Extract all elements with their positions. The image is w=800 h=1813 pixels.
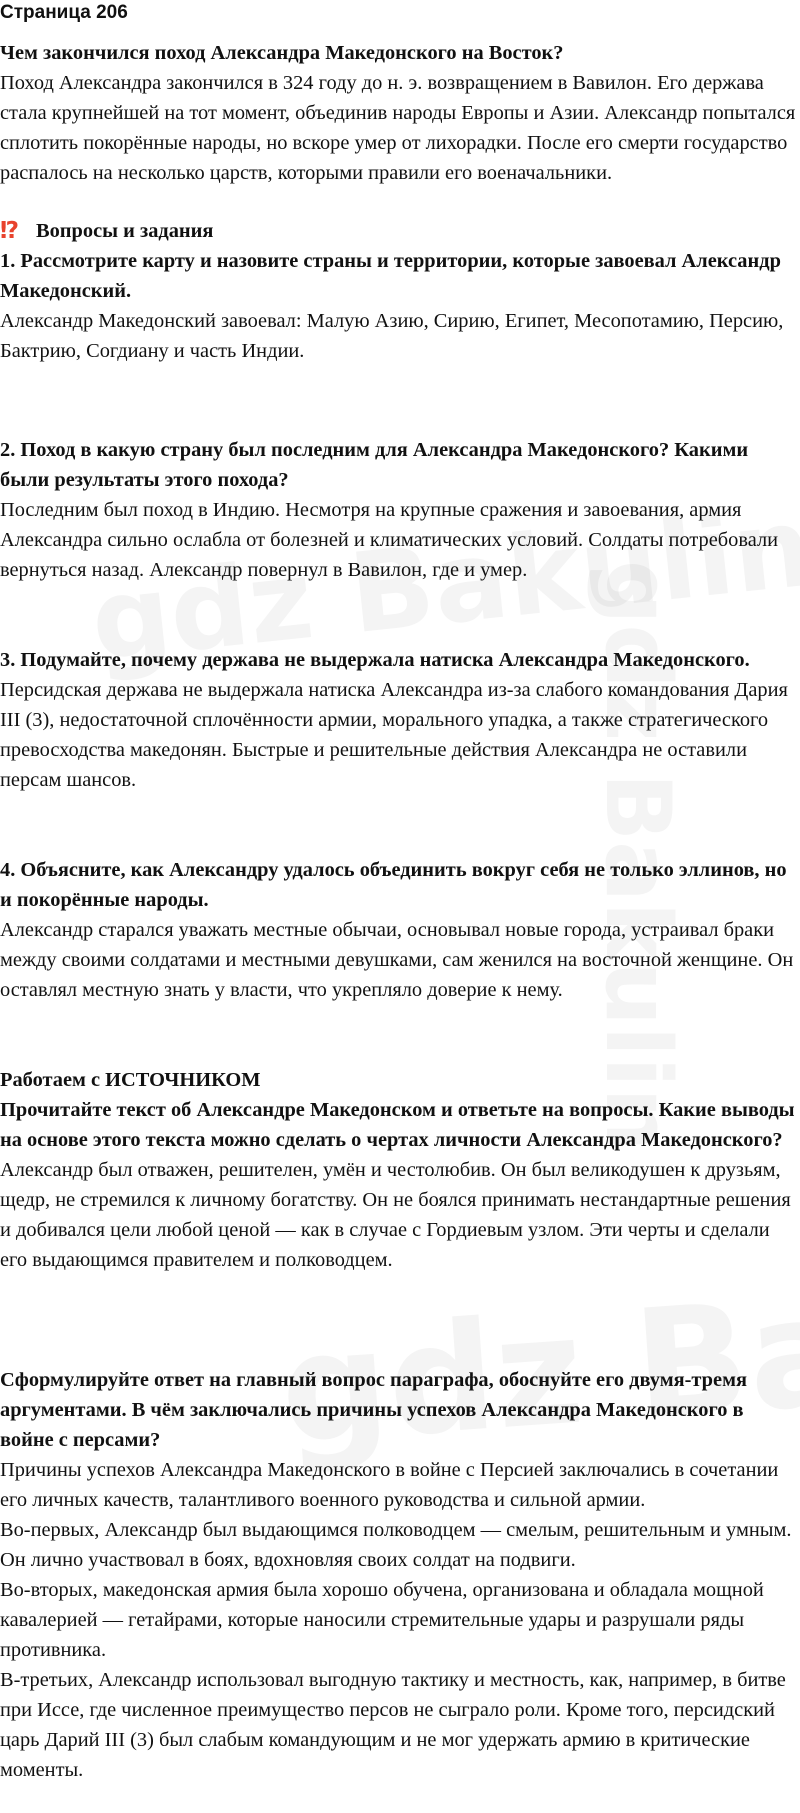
task-question: 2. Поход в какую страну был последним для Александра Македонского? Какими были результаты этого похода? [0, 439, 749, 491]
page-number-header: Страница 206 [0, 2, 128, 23]
source-work-answer: Александр был отважен, решителен, умён и честолюбив. Он был великодушен к друзьям, щедр, не стремился к личному богатству. Он не боялся принимать нестандартные решения и добивался цели любой ценой — как в случае с Гордиевым узлом. Эти черты и сделали его выдающимся правителем и полководцем. [0, 1159, 791, 1271]
source-work-heading: Работаем с ИСТОЧНИКОМ [0, 1069, 261, 1091]
main-question-block [0, 1365, 800, 1785]
task-answer: Персидская держава не выдержала натиска Александра из-за слабого командования Дария III (3), недостаточной сплочённости армии, морального упадка, а также стратегического превосходства македонян. Быстрые и решительные действия Александра не оставили персам шансов. [0, 679, 788, 791]
source-work-question: Прочитайте текст об Александре Македонском и ответьте на вопросы. Какие выводы на основе этого текста можно сделать о чертах личности Александра Македонского? [0, 1099, 795, 1151]
task-block [0, 435, 800, 585]
exclamation-question-icon: ⁉ [0, 218, 18, 244]
task-question: 4. Объясните, как Александру удалось объединить вокруг себя не только эллинов, но и покорённые народы. [0, 859, 787, 911]
source-work-block [0, 1065, 800, 1275]
main-answer-paragraph: Во-первых, Александр был выдающимся полководцем — смелым, решительным и умным. Он лично участвовал в боях, вдохновляя своих солдат на подвиги. [0, 1519, 792, 1571]
task-answer: Александр Македонский завоевал: Малую Азию, Сирию, Египет, Месопотамию, Персию, Бактрию, Согдиану и часть Индии. [0, 310, 784, 362]
tasks-section [0, 216, 800, 366]
task-answer: Александр старался уважать местные обычаи, основывал новые города, устраивал браки между своими солдатами и местными девушками, сам женился на восточной женщине. Он оставлял местную знать у власти, что укрепляло доверие к нему. [0, 919, 794, 1001]
task-block [0, 645, 800, 795]
task-question: 3. Подумайте, почему держава не выдержала натиска Александра Македонского. [0, 649, 750, 671]
section-title [0, 216, 800, 246]
intro-question: Чем закончился поход Александра Македонского на Восток? [0, 42, 564, 64]
task-answer: Последним был поход в Индию. Несмотря на крупные сражения и завоевания, армия Александра сильно ослабла от болезней и климатических условий. Солдаты потребовали вернуться назад. Александр повернул в Вавилон, где и умер. [0, 499, 779, 581]
main-answer-paragraph: Причины успехов Александра Македонского в войне с Персией заключались в сочетании его личных качеств, талантливого военного руководства и сильной армии. [0, 1459, 779, 1511]
main-answer-paragraph: Во-вторых, македонская армия была хорошо обучена, организована и обладала мощной кавалерией — гетайрами, которые наносили стремительные удары и разрушали ряды противника. [0, 1579, 764, 1661]
main-question: Сформулируйте ответ на главный вопрос параграфа, обоснуйте его двумя-тремя аргументами. В чём заключались причины успехов Александра Македонского в войне с персами? [0, 1369, 747, 1451]
task-block [0, 855, 800, 1005]
section-title-text: Вопросы и задания [36, 220, 214, 242]
task-question: 1. Рассмотрите карту и назовите страны и территории, которые завоевал Александр Македонский. [0, 250, 781, 302]
main-answer-paragraph: В-третьих, Александр использовал выгодную тактику и местность, как, например, в битве при Иссе, где численное преимущество персов не сыграло роли. Кроме того, персидский царь Дарий III (3) был слабым командующим и не мог удержать армию в критические моменты. [0, 1669, 786, 1781]
intro-answer: Поход Александра закончился в 324 году до н. э. возвращением в Вавилон. Его держава стала крупнейшей на тот момент, объединив народы Европы и Азии. Александр попытался сплотить покорённые народы, но вскоре умер от лихорадки. После его смерти государство распалось на несколько царств, которыми правили его военачальники. [0, 72, 796, 184]
intro-block [0, 38, 800, 188]
